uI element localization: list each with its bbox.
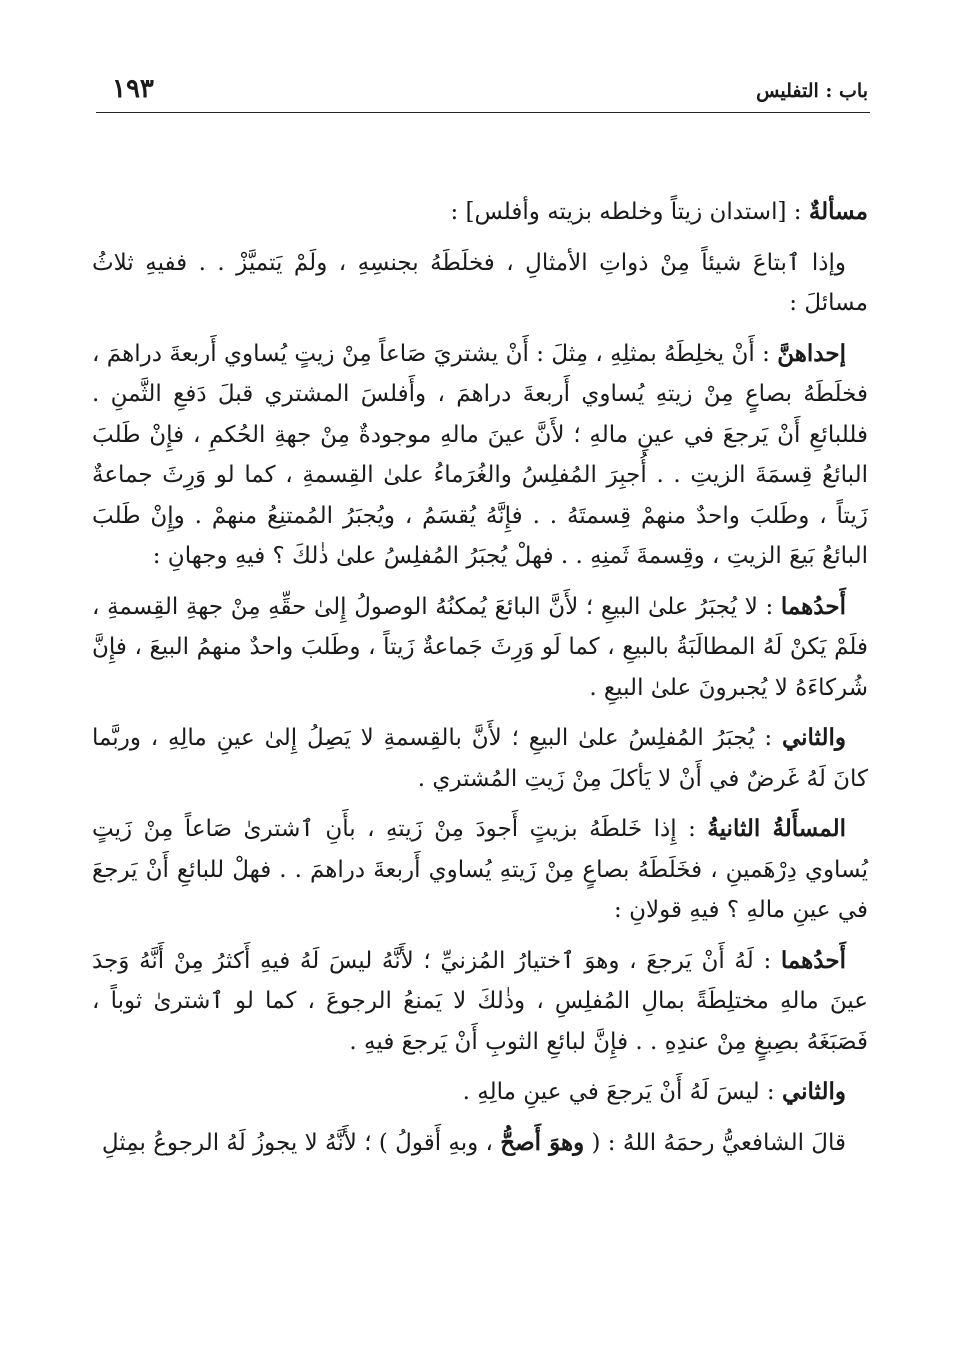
paragraph-text: : لَهُ أَنْ يَرجعَ ، وهوَ ٱختيارُ المُزنيِّ ؛ لأَنَّهُ ليسَ لَهُ فيهِ أَكثرُ مِنْ أَنَّهُ وَجدَ عينَ مالهِ مختلِطَةً بمالِ المُفلِسِ ، وذٰلكَ لا يَمنعُ الرجوعَ ، كما لو ٱشترىٰ ثوباً ، فَصَبَغَهُ بصِبغٍ مِنْ عندِهِ . . فإِنَّ لبائعِ الثوبِ أَنْ يَرجعَ فيهِ . bbox=[92, 947, 868, 1055]
paragraph-text-after: ، وبهِ أَقولُ ) ؛ لأَنَّهُ لا يجوزُ لَهُ الرجوعُ بمِثلِ bbox=[101, 1129, 501, 1156]
paragraph-lead: إحداهنَّ bbox=[777, 339, 846, 367]
body-text bbox=[92, 192, 868, 1173]
paragraph-shafii-quote bbox=[92, 1123, 868, 1164]
paragraph-intro bbox=[92, 243, 868, 324]
paragraph-text: : إِذا خَلطَهُ بزيتٍ أَجودَ مِنْ زَيتهِ ، بأَنِ ٱشترىٰ صَاعاً مِنْ زَيتٍ يُساوي دِرْهَمينِ ، فخَلَطَهُ بصاعٍ مِنْ زَيتهِ يُساوي أَربعةَ دراهمَ . . فهلْ للبائعِ أَنْ يَرجعَ في عينِ مالهِ ؟ فيهِ قولانِ : bbox=[92, 816, 868, 923]
paragraph-first-view bbox=[92, 587, 868, 709]
chapter-title: باب : التفليس bbox=[756, 80, 868, 102]
paragraph-second-view bbox=[92, 718, 868, 799]
paragraph-lead: مسألةٌ bbox=[808, 198, 868, 225]
paragraph-lead: المسأَلةُ الثانيةُ bbox=[707, 815, 846, 842]
paragraph-text: : يُجبَرُ المُفلِسُ علىٰ البيعِ ؛ لأَنَّ بالقِسمةِ لا يَصِلُ إِلىٰ عينِ مالِهِ ، وربَّما كانَ لَهُ غَرضٌ في أَنْ لا يَأكلَ مِنْ زَيتِ المُشتري . bbox=[92, 725, 868, 792]
header-rule bbox=[96, 112, 870, 113]
paragraph-text: : لا يُجبَرُ علىٰ البيعِ ؛ لأَنَّ البائعَ يُمكنُهُ الوصولُ إِلىٰ حقِّهِ مِنْ جهةِ القِسمةِ ، فلَمْ يَكنْ لَهُ المطالَبَةُ بالبيعِ ، كما لَو وَرِثَ جَماعةٌ زَيتاً ، وطَلبَ واحدٌ منهمُ البيعَ ، فإِنَّ شُركاءَهُ لا يُجبرونَ علىٰ البيعِ . bbox=[92, 593, 868, 701]
paragraph-text: وإذا ٱبتاعَ شيئاً مِنْ ذواتِ الأمثالِ ، فخلَطَهُ بجنسِهِ ، ولَمْ يَتميَّزْ . . ففيهِ ثلاثُ مسائلَ : bbox=[92, 249, 868, 316]
paragraph-second-opinion bbox=[92, 1072, 868, 1113]
paragraph-text-before: قالَ الشافعيُّ رحمَهُ اللهُ : ( bbox=[584, 1129, 846, 1156]
running-head bbox=[98, 74, 868, 110]
paragraph-text: : أَنْ يخلِطَهُ بمثلِهِ ، مِثلَ : أَنْ يشتريَ صَاعاً مِنْ زيتٍ يُساوي أَربعةَ دراهمَ ، فخلَطَهُ بصاعٍ مِنْ زيتهِ يُساوي أَربعةَ دراهمَ ، وأَفلسَ المشتري قبلَ دَفعِ الثَّمنِ . فللبائعِ أَنْ يَرجعَ في عينِ مالهِ ؛ لأَنَّ عينَ مالهِ موجودةٌ مِنْ جهةِ الحُكمِ ، فإِنْ طَلبَ البائعُ قِسمَةَ الزيتِ . . أُجبِرَ المُفلِسُ والغُرَماءُ علىٰ القِسمةِ ، كما لو وَرِثَ جماعةٌ زَيتاً ، وطَلبَ واحدٌ منهمْ قِسمتَهُ . . فإِنَّهُ يُقسَمُ ، ويُجبَرُ المُمتنِعُ منهمْ . وإِنْ طَلبَ البائعُ بَيعَ الزيتِ ، وقِسمةَ ثَمنِهِ . . فهلْ يُجبَرُ المُفلِسُ علىٰ ذٰلكَ ؟ فيهِ وجهانِ : bbox=[92, 340, 868, 569]
page-number: ١٩٣ bbox=[112, 74, 154, 104]
paragraph-lead: أَحدُهما bbox=[780, 592, 846, 620]
paragraph-first-case bbox=[92, 334, 868, 577]
paragraph-lead: والثاني bbox=[781, 724, 846, 751]
paragraph-text: : [استدان زيتاً وخلطه بزيته وأفلس] : bbox=[450, 199, 809, 225]
paragraph-second-case bbox=[92, 809, 868, 931]
paragraph-emphasis: وهوَ أَصحُّ bbox=[500, 1128, 585, 1156]
paragraph-lead: والثاني bbox=[781, 1078, 846, 1105]
paragraph-first-opinion bbox=[92, 941, 868, 1063]
paragraph-text: : ليسَ لَهُ أَنْ يَرجعَ في عينِ مالِهِ . bbox=[462, 1079, 782, 1105]
paragraph-masala-heading bbox=[92, 192, 868, 233]
paragraph-lead: أَحدُهما bbox=[780, 946, 846, 974]
